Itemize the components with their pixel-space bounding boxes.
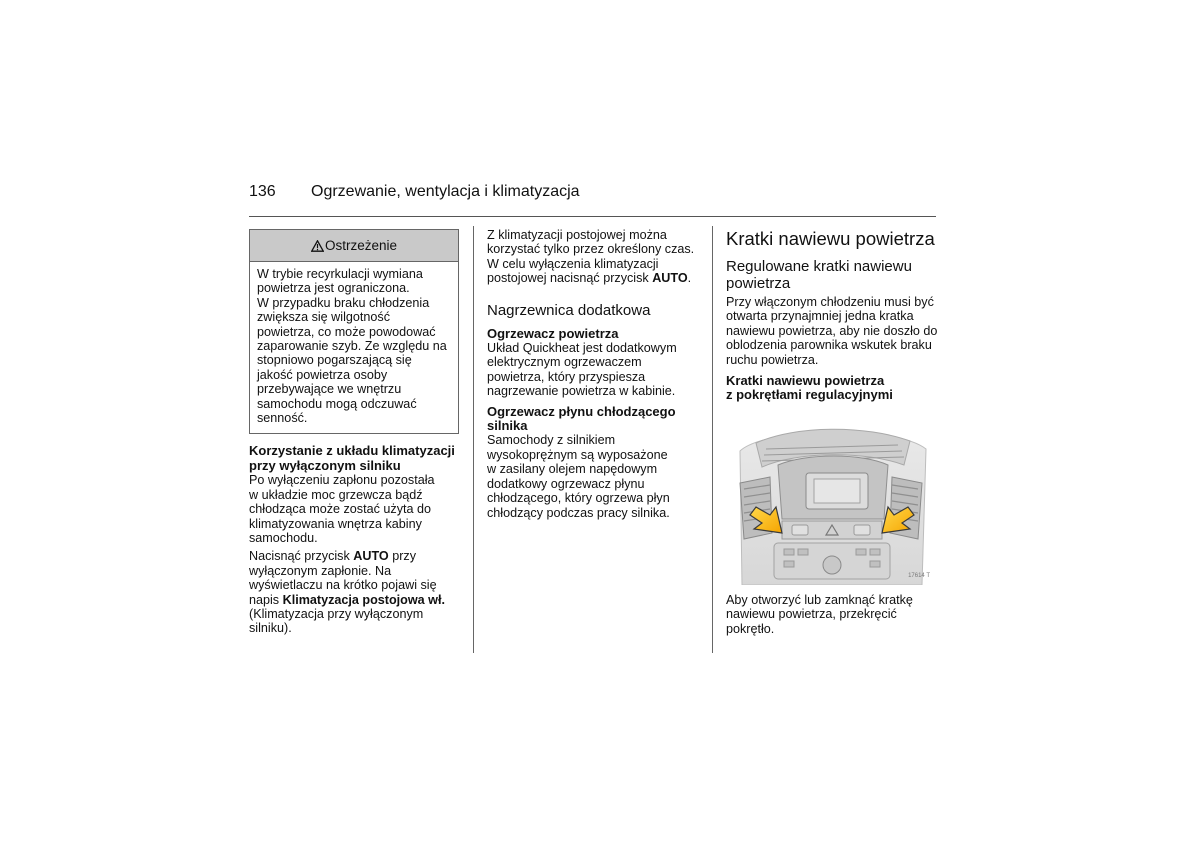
text-line: klimatyzowania wnętrza kabiny <box>249 516 422 531</box>
display-message: Klimatyzacja postojowa wł. <box>282 592 445 607</box>
heading-line: powietrza <box>726 275 791 292</box>
subsection-heading: Ogrzewacz powietrza <box>487 325 619 341</box>
column-3 <box>726 228 941 403</box>
text-line <box>487 271 702 285</box>
heading-line: silnika <box>487 418 528 434</box>
text-line: ruchu powietrza. <box>726 352 819 367</box>
text-line: powietrza jest ograniczona. <box>257 281 410 296</box>
column-divider <box>712 226 713 653</box>
text-line: zwiększa się wilgotność <box>257 310 390 325</box>
text-line: powietrza, który przyspiesza <box>487 369 646 384</box>
text-line: nawiewu powietrza, aby nie doszło do <box>726 323 938 338</box>
figure-caption <box>726 593 941 636</box>
text-line: W trybie recyrkulacji wymiana <box>257 267 423 281</box>
text-line: Z klimatyzacji postojowej można <box>487 228 667 242</box>
subsection-heading <box>487 405 702 434</box>
figure-code: 17614 T <box>908 573 930 579</box>
heading-line: z pokrętłami regulacyjnymi <box>726 387 893 403</box>
text-span: . <box>687 271 692 286</box>
column-1 <box>249 229 459 636</box>
text-line: pokrętło. <box>726 621 775 636</box>
text-line: jakość powietrza osoby <box>257 367 388 382</box>
page-number: 136 <box>249 183 276 200</box>
column-2 <box>487 228 702 520</box>
paragraph <box>726 295 941 367</box>
section-heading: Nagrzewnica dodatkowa <box>487 301 651 319</box>
dashboard-vents-illustration <box>726 415 936 585</box>
text-line: chłodzącego, który ogrzewa płyn <box>487 491 670 506</box>
text-line: Aby otworzyć lub zamknąć kratkę <box>726 593 913 607</box>
paragraph <box>487 341 702 399</box>
text-line: zaparowanie szyb. Ze względu na <box>257 339 447 354</box>
text-span: Nacisnąć przycisk <box>249 549 354 564</box>
text-line <box>249 593 459 607</box>
text-line: przebywające we wnętrzu <box>257 382 402 397</box>
text-line: oblodzenia parownika wskutek braku <box>726 338 932 353</box>
text-line: W przypadku braku chłodzenia <box>257 295 430 310</box>
subsection-heading <box>726 258 941 292</box>
text-line: w zasilany olejem napędowym <box>487 462 658 477</box>
paragraph <box>249 549 459 635</box>
paragraph <box>487 433 702 519</box>
column-divider <box>473 226 474 653</box>
header-divider <box>249 216 936 217</box>
heading-line: Korzystanie z układu klimatyzacji <box>249 443 455 459</box>
heading-line: przy wyłączonym silniku <box>249 457 401 473</box>
text-line: samochodu. <box>249 530 318 545</box>
text-line: (Klimatyzacja przy wyłączonym <box>249 606 424 621</box>
text-line: chłodząca może zostać użyta do <box>249 502 432 517</box>
subsection-heading <box>726 374 941 403</box>
warning-header <box>250 230 458 262</box>
warning-triangle-icon <box>311 232 324 263</box>
warning-title: Ostrzeżenie <box>324 238 398 253</box>
button-reference: AUTO <box>353 549 389 564</box>
text-line: Po wyłączeniu zapłonu pozostała <box>249 473 435 488</box>
text-line: wyświetlaczu na krótko pojawi się <box>249 578 437 593</box>
text-span: napis <box>249 592 283 607</box>
warning-box <box>249 229 459 434</box>
text-line: chłodzący podczas pracy silnika. <box>487 505 670 520</box>
heading-line: Ogrzewacz płynu chłodzącego <box>487 403 676 419</box>
text-line: w układzie moc grzewcza bądź <box>249 487 423 502</box>
text-line: nawiewu powietrza, przekręcić <box>726 607 897 622</box>
text-line <box>249 549 459 563</box>
paragraph <box>249 473 459 545</box>
text-line: W celu wyłączenia klimatyzacji <box>487 256 659 271</box>
text-line: wyłączonym zapłonie. Na <box>249 563 392 578</box>
section-heading <box>249 444 459 473</box>
paragraph <box>487 228 702 286</box>
text-line: dodatkowy ogrzewacz płynu <box>487 476 645 491</box>
warning-text <box>250 262 458 433</box>
text-line: Układ Quickheat jest dodatkowym <box>487 341 677 356</box>
heading-line: Kratki nawiewu powietrza <box>726 373 885 389</box>
text-line: senność. <box>257 411 308 426</box>
text-line: silniku). <box>249 621 292 636</box>
page-title: Ogrzewanie, wentylacja i klimatyzacja <box>311 183 580 200</box>
text-line: otwarta przynajmniej jedna kratka <box>726 309 914 324</box>
button-reference: AUTO <box>652 271 688 286</box>
text-line: stopniowo pogarszającą się <box>257 353 412 368</box>
text-line: Samochody z silnikiem <box>487 433 616 448</box>
text-line: elektrycznym ogrzewaczem <box>487 355 642 370</box>
text-line: korzystać tylko przez określony czas. <box>487 242 695 257</box>
text-line: nagrzewanie powietrza w kabinie. <box>487 384 676 399</box>
text-line: samochodu mogą odczuwać <box>257 396 417 411</box>
text-span: postojowej nacisnąć przycisk <box>487 271 653 286</box>
text-line: powietrza, co może powodować <box>257 324 436 339</box>
text-span: przy <box>388 549 417 564</box>
text-line: Przy włączonym chłodzeniu musi być <box>726 295 934 309</box>
text-line: wysokoprężnym są wyposażone <box>487 447 668 462</box>
heading-line: Regulowane kratki nawiewu <box>726 258 912 275</box>
section-heading: Kratki nawiewu powietrza <box>726 228 935 249</box>
